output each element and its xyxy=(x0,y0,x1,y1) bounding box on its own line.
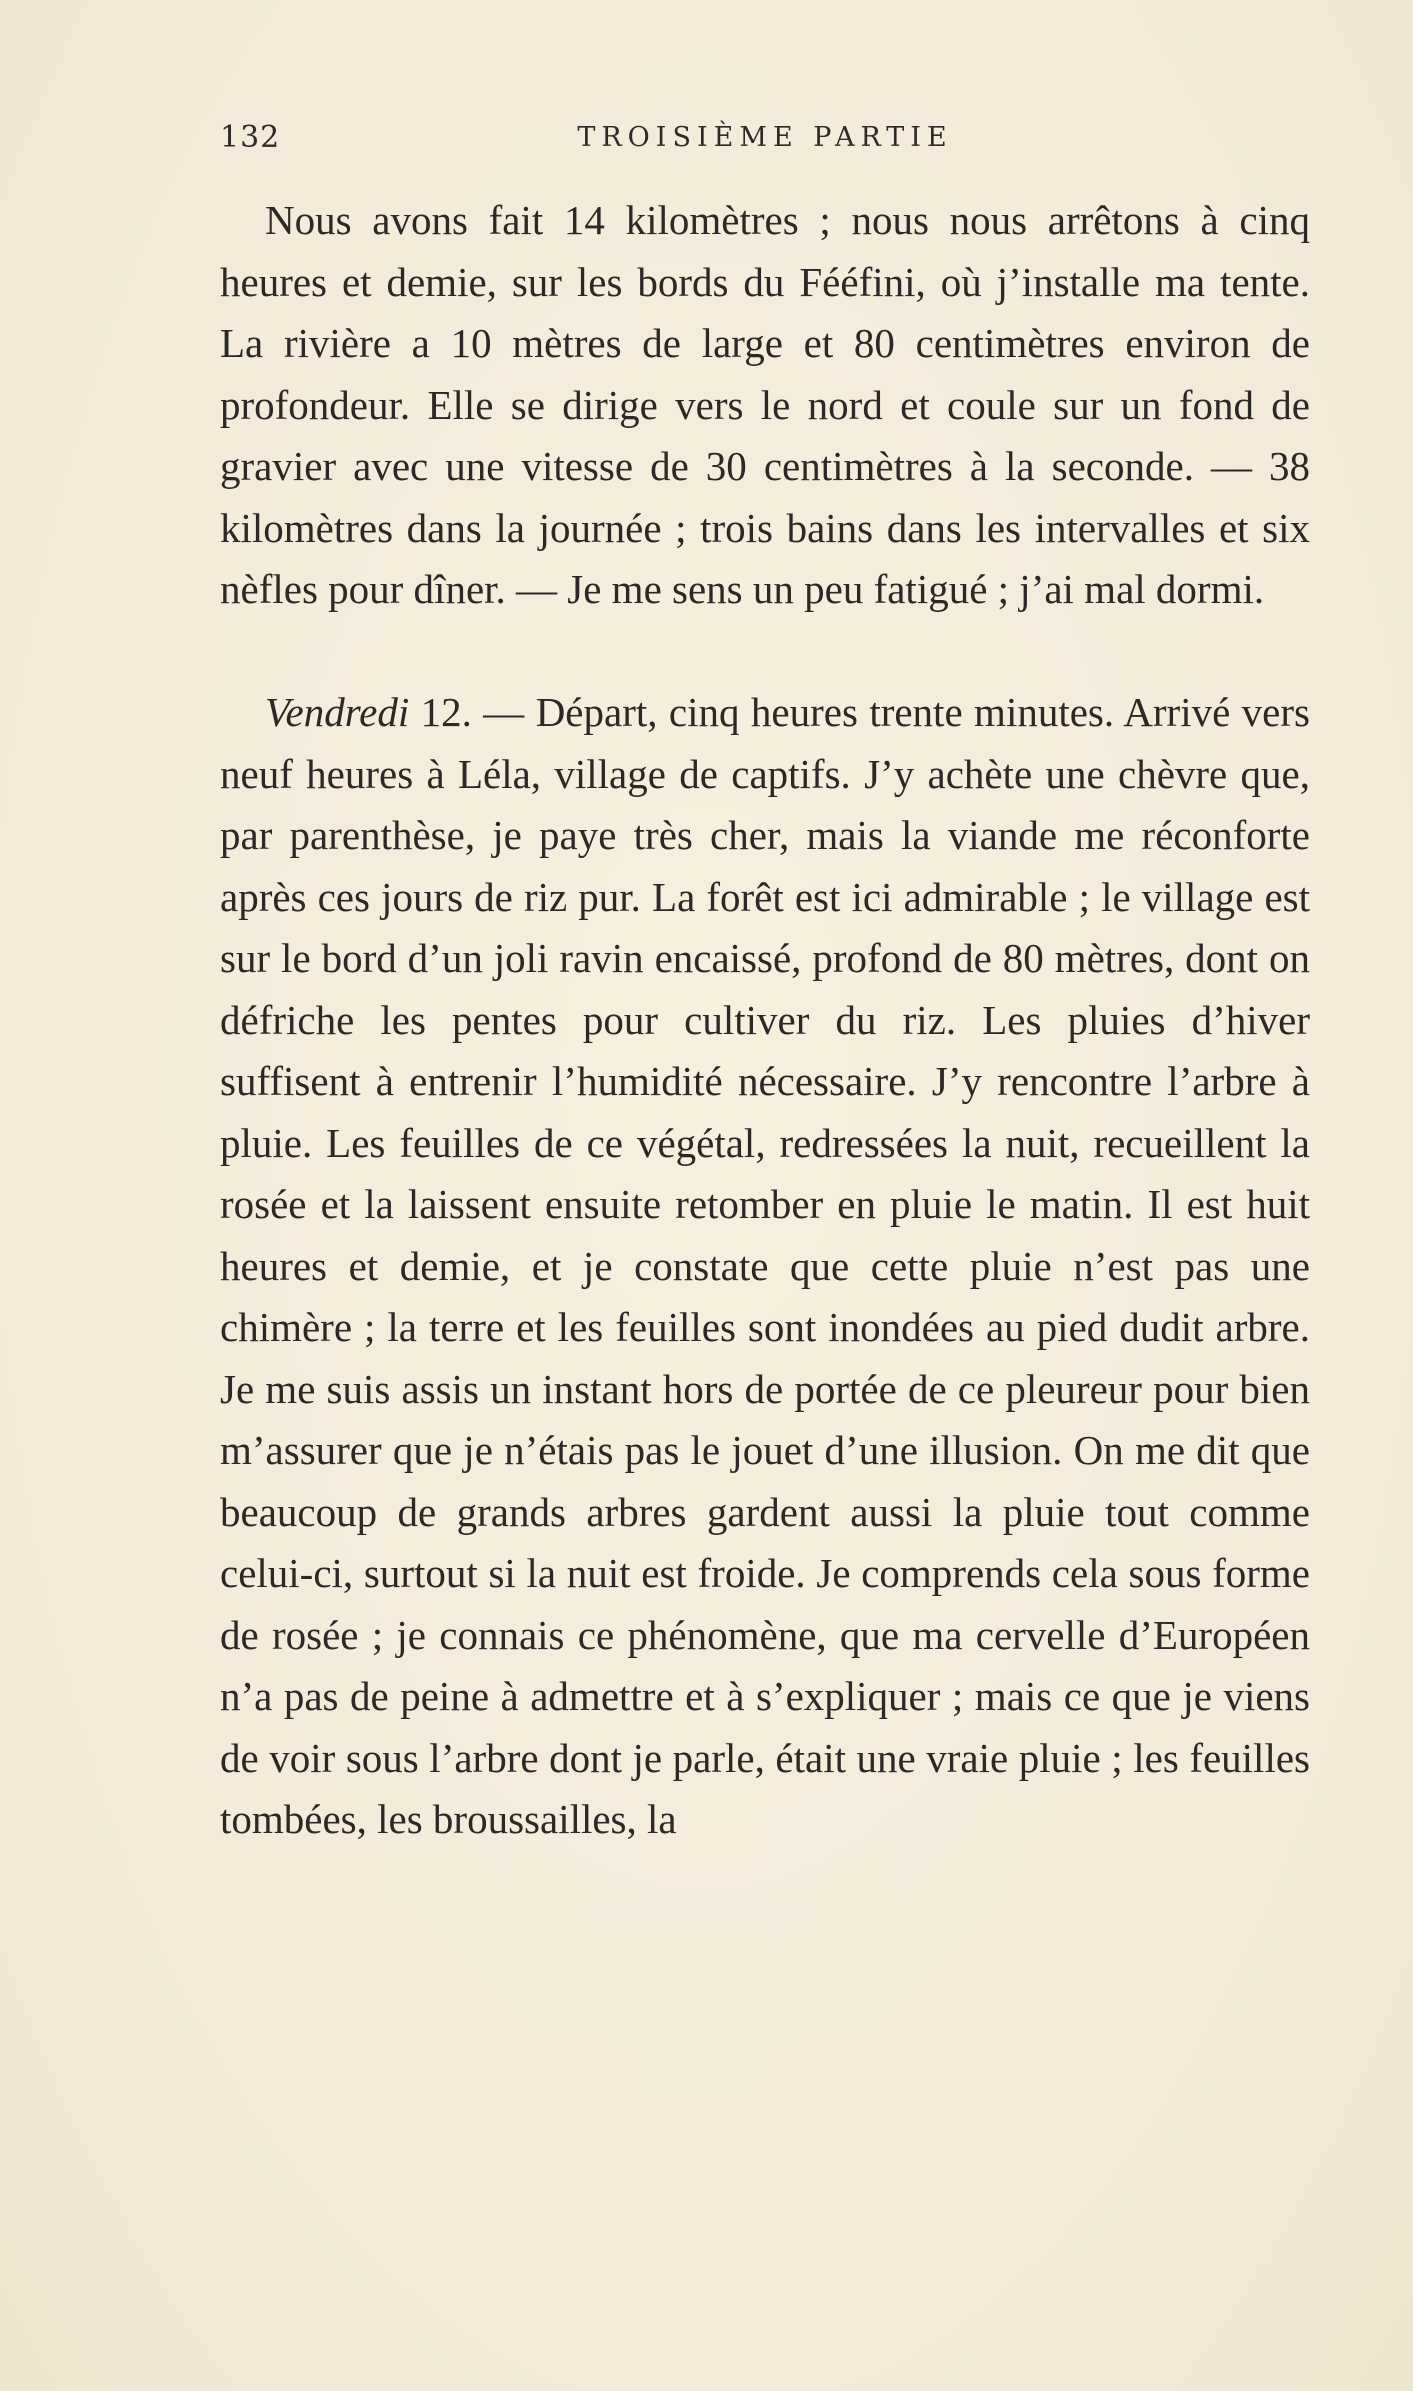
page-header xyxy=(220,120,1310,160)
page-number: 132 xyxy=(220,120,281,155)
body-text xyxy=(220,190,1310,1851)
paragraph xyxy=(220,190,1310,621)
paragraph-text: Nous avons fait 14 kilomètres ; nous nous arrêtons à cinq heures et demie, sur les bords du Fééfini, où j’installe ma tente. La rivière a 10 mètres de large et 80 centimètres environ de profondeur. Elle se dirige vers le nord et coule sur un fond de gravier avec une vitesse de 30 centimètres à la seconde. — 38 kilomètres dans la journée ; trois bains dans les intervalles et six nèfles pour dîner. — Je me sens un peu fatigué ; j’ai mal dormi. xyxy=(220,197,1310,612)
running-title: TROISIÈME PARTIE xyxy=(577,122,953,153)
paragraph-text: 12. — Départ, cinq heures trente minutes. Arrivé vers neuf heures à Léla, village de captifs. J’y achète une chèvre que, par parenthèse, je paye très cher, mais la viande me réconforte après ces jours de riz pur. La forêt est ici admirable ; le village est sur le bord d’un joli ravin encaissé, profond de 80 mètres, dont on défriche les pentes pour cultiver du riz. Les pluies d’hiver suffisent à entrenir l’humidité nécessaire. J’y rencontre l’arbre à pluie. Les feuilles de ce végétal, redressées la nuit, recueillent la rosée et la laissent ensuite retomber en pluie le matin. Il est huit heures et demie, et je constate que cette pluie n’est pas une chimère ; la terre et les feuilles sont inondées au pied dudit arbre. Je me suis assis un instant hors de portée de ce pleureur pour bien m’assurer que je n’étais pas le jouet d’une illusion. On me dit que beaucoup de grands arbres gardent aussi la pluie tout comme celui-ci, surtout si la nuit est froide. Je comprends cela sous forme de rosée ; je connais ce phénomène, que ma cervelle d’Européen n’a pas de peine à admettre et à s’expliquer ; mais ce que je viens de voir sous l’arbre dont je parle, était une vraie pluie ; les feuilles tombées, les broussailles, la xyxy=(220,689,1310,1842)
day-label: Vendredi xyxy=(265,689,410,735)
paragraph xyxy=(220,682,1310,1851)
